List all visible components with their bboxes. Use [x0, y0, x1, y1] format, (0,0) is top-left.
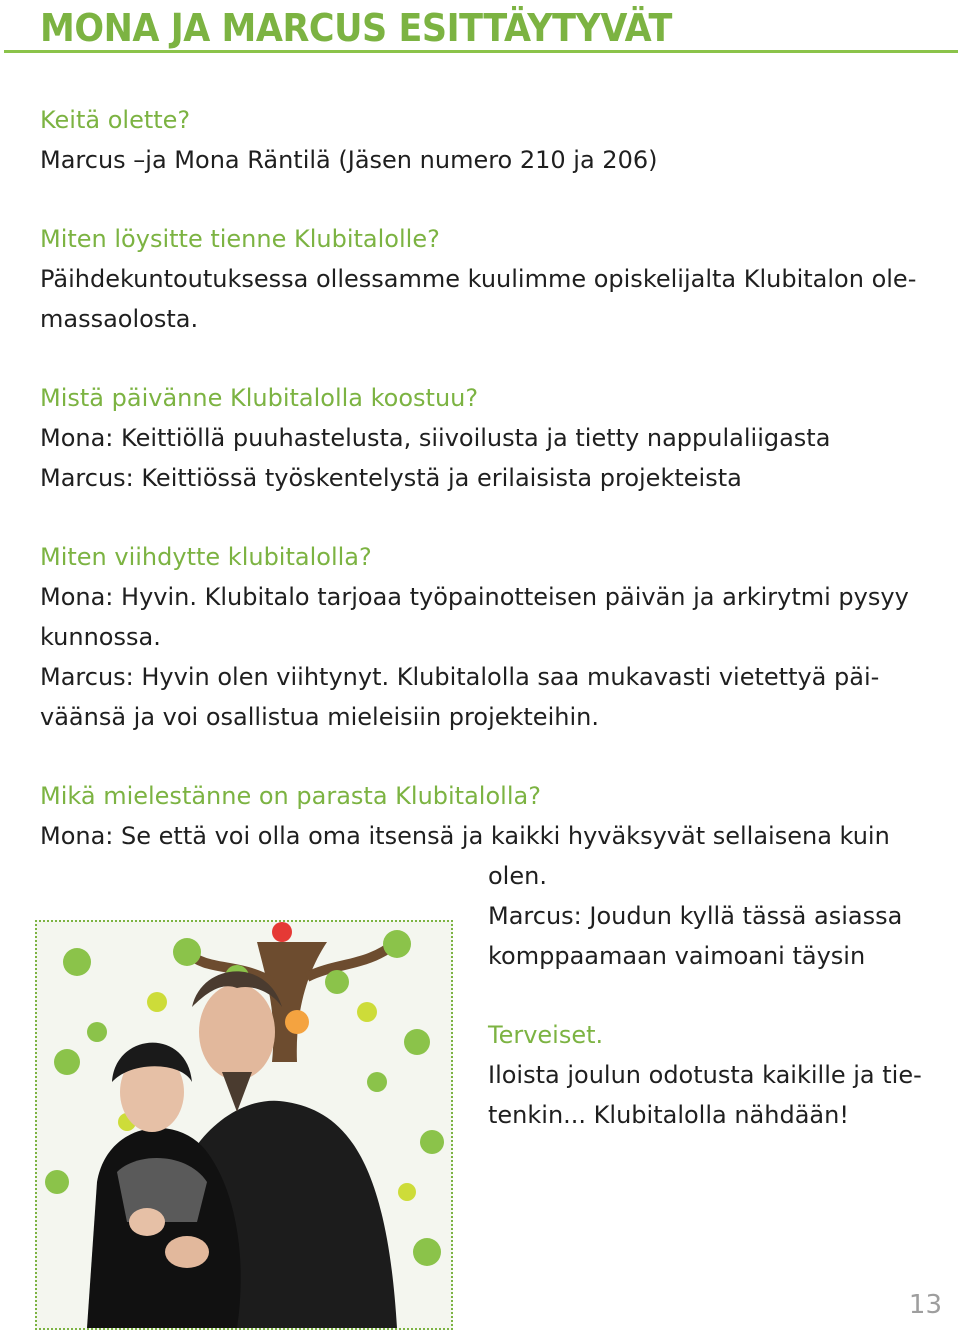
couple-photo	[35, 920, 453, 1330]
question: Mistä päivänne Klubitalolla koostuu?	[40, 384, 479, 412]
answer-line: väänsä ja voi osallistua mieleisiin projekteihin.	[40, 703, 599, 731]
answer-line: kunnossa.	[40, 623, 161, 651]
answer-line: Marcus: Hyvin olen viihtynyt. Klubitalolla saa mukavasti vietettyä päi-	[40, 663, 880, 691]
question: Miten löysitte tienne Klubitalolle?	[40, 225, 440, 253]
answer-line: olen.	[488, 862, 547, 890]
question: Mikä mielestänne on parasta Klubitalolla?	[40, 782, 541, 810]
answer-line: massaolosta.	[40, 305, 199, 333]
answer-line: Marcus –ja Mona Räntilä (Jäsen numero 210 ja 206)	[40, 146, 658, 174]
answer-line: Mona: Se että voi olla oma itsensä ja kaikki hyväksyvät sellaisena kuin	[40, 822, 890, 850]
question: Terveiset.	[488, 1021, 604, 1049]
page-number: 13	[908, 1290, 942, 1320]
qa-section-1	[40, 100, 657, 180]
answer-line: Marcus: Joudun kyllä tässä asiassa	[488, 902, 903, 930]
title-rule	[4, 50, 958, 53]
couple-photo-image	[37, 922, 451, 1328]
qa-section-5	[40, 776, 940, 856]
right-column	[488, 856, 948, 976]
page-title: MONA JA MARCUS ESITTÄYTYVÄT	[40, 6, 672, 50]
qa-section-4	[40, 537, 940, 737]
answer-line: Iloista joulun odotusta kaikille ja tie-	[488, 1061, 922, 1089]
answer-line: Marcus: Keittiössä työskentelystä ja erilaisista projekteista	[40, 464, 742, 492]
answer-line: Mona: Hyvin. Klubitalo tarjoaa työpainotteisen päivän ja arkirytmi pysyy	[40, 583, 909, 611]
greeting-section	[488, 1015, 948, 1135]
answer-line: komppaamaan vaimoani täysin	[488, 942, 866, 970]
answer-line: tenkin... Klubitalolla nähdään!	[488, 1101, 849, 1129]
answer-line: Päihdekuntoutuksessa ollessamme kuulimme opiskelijalta Klubitalon ole-	[40, 265, 917, 293]
question: Miten viihdytte klubitalolla?	[40, 543, 372, 571]
question: Keitä olette?	[40, 106, 191, 134]
qa-section-2	[40, 219, 940, 339]
answer-line: Mona: Keittiöllä puuhastelusta, siivoilusta ja tietty nappulaliigasta	[40, 424, 831, 452]
qa-section-3	[40, 378, 940, 498]
